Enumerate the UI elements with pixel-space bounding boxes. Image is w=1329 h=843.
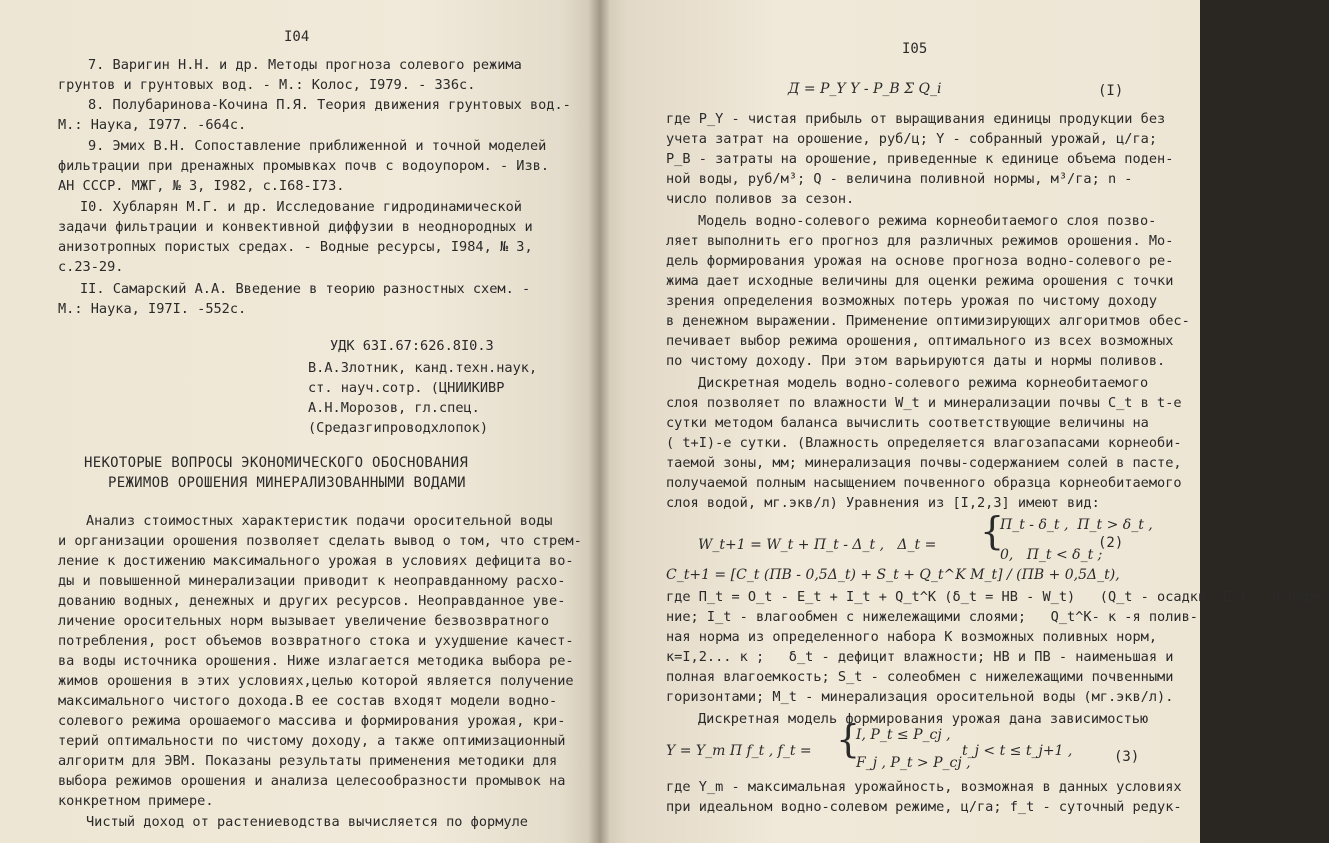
author-line: В.А.Злотник, канд.техн.наук,	[308, 360, 538, 376]
author-line: (Средазгипроводхлопок)	[308, 420, 489, 436]
left-page	[0, 0, 598, 843]
body-line: жимов орошения в этих условиях,целью которой является получение	[58, 673, 574, 689]
reference-line: с.23-29.	[58, 259, 124, 275]
equation-number: (3)	[1114, 749, 1140, 765]
reference-line: 8. Полубаринова-Кочина П.Я. Теория движения грунтовых вод.-	[88, 97, 571, 113]
text-line: слоя позволяет по влажности W_t и минерализации почвы C_t в t-е	[666, 395, 1182, 411]
equation-3-left: Y = Y_m Π f_t , f_t =	[666, 743, 812, 759]
equation-2-top: W_t+1 = W_t + П_t - Δ_t , Δ_t =	[698, 537, 937, 553]
text-line: ная норма из определенного набора К возможных поливных норм,	[666, 629, 1158, 645]
text-line: где P_Y - чистая прибыль от выращивания единицы продукции без	[666, 111, 1166, 127]
reference-line: грунтов и грунтовых вод. - М.: Колос, I979. - 336с.	[58, 77, 476, 93]
reference-line: 7. Варигин Н.Н. и др. Методы прогноза солевого режима	[88, 57, 522, 73]
author-line: А.Н.Морозов, гл.спец.	[308, 400, 480, 416]
text-line: полная влагоемкость; S_t - солеобмен с нижележащими почвенными	[666, 669, 1174, 685]
reference-line: 9. Эмих В.Н. Сопоставление приближенной и точной моделей	[88, 138, 547, 154]
text-line: дель формирования урожая на основе прогноза водно-солевого ре-	[666, 253, 1174, 269]
text-line: ( t+I)-е сутки. (Влажность определяется влагозапасами корнеоби-	[666, 435, 1182, 451]
text-line: ляет выполнить его прогноз для различных режимов орошения. Мо-	[666, 233, 1174, 249]
body-line: ление к достижению максимального урожая в условиях дефицита во-	[58, 553, 574, 569]
text-line: к=I,2... к ; δ_t - дефицит влажности; НВ и ПВ - наименьшая и	[666, 649, 1174, 665]
book-gutter	[588, 0, 610, 843]
body-line: максимального чистого дохода.В ее состав входят модели водно-	[58, 693, 558, 709]
udk-code: УДК 63I.67:626.8I0.3	[330, 338, 494, 354]
text-line: ной воды, руб/м³; Q - величина поливной нормы, м³/га; n -	[666, 171, 1133, 187]
right-page	[598, 0, 1329, 843]
body-line: терий оптимальности по чистому доходу, а также оптимизационный	[58, 733, 566, 749]
brace-icon: {	[980, 509, 1005, 553]
body-line: солевого режима орошаемого массива и формирования урожая, кри-	[58, 713, 566, 729]
text-line: ние; I_t - влагообмен с нижележащими слоями; Q_t^K- к -я полив-	[666, 609, 1198, 625]
article-title-line: РЕЖИМОВ ОРОШЕНИЯ МИНЕРАЛИЗОВАННЫМИ ВОДАМИ	[108, 475, 466, 491]
reference-line: задачи фильтрации и конвективной диффузии в неоднородных и	[58, 219, 533, 235]
text-line: горизонтами; M_t - минерализация оросительной воды (мг.экв/л).	[666, 689, 1174, 705]
body-line: потребления, рост объемов возвратного стока и ухудшение качест-	[58, 633, 574, 649]
reference-line: АН СССР. МЖГ, № 3, I982, с.I68-I73.	[58, 178, 345, 194]
text-line: где Y_m - максимальная урожайность, возможная в данных условиях	[666, 779, 1182, 795]
equation-number: (I)	[1098, 83, 1124, 99]
text-line: Дискретная модель водно-солевого режима корнеобитаемого	[698, 375, 1149, 391]
body-line: Анализ стоимостных характеристик подачи оросительной воды	[86, 513, 553, 529]
text-line: жима дает исходные величины для оценки режима орошения с точки	[666, 273, 1174, 289]
body-line: выбора режимов орошения и анализа целесообразности промывок на	[58, 773, 566, 789]
text-line: при идеальном водно-солевом режиме, ц/га; f_t - суточный редук-	[666, 799, 1182, 815]
reference-line: II. Самарский А.А. Введение в теорию разностных схем. -	[80, 281, 531, 297]
text-line: где П_t = О_t - E_t + I_t + Q_t^K (δ_t = НВ - W_t) (Q_t - осадки; E_t - испаре-	[666, 589, 1329, 605]
body-line: Чистый доход от растениеводства вычисляется по формуле	[86, 814, 528, 830]
body-line: алгоритм для ЭВМ. Показаны результаты применения методики для	[58, 753, 558, 769]
page-number: I05	[902, 41, 928, 57]
body-line: и организации орошения позволяет сделать вывод о том, что стрем-	[58, 533, 582, 549]
reference-line: М.: Наука, I977. -664с.	[58, 117, 247, 133]
reference-line: фильтрации при дренажных промывках почв с водоупором. - Изв.	[58, 158, 550, 174]
equation-3-case-2: F_j , P_t > P_cj ,	[856, 755, 971, 771]
reference-line: анизотропных пористых средах. - Водные ресурсы, I984, № 3,	[58, 239, 533, 255]
body-line: ды и повышенной минерализации приводит к неоправданному расхо-	[58, 573, 566, 589]
body-line: ва воды источника орошения. Ниже излагается методика выбора ре-	[58, 653, 574, 669]
text-line: P_В - затраты на орошение, приведенные к единице объема поден-	[666, 151, 1174, 167]
article-title-line: НЕКОТОРЫЕ ВОПРОСЫ ЭКОНОМИЧЕСКОГО ОБОСНОВАНИЯ	[84, 455, 469, 471]
brace-icon: {	[836, 717, 861, 761]
equation-2-bottom: C_t+1 = [C_t (ПВ - 0,5Δ_t) + S_t + Q_t^K M_t] / (ПВ + 0,5Δ_t),	[666, 567, 1120, 583]
text-line: учета затрат на орошение, руб/ц; Y - собранный урожай, ц/га;	[666, 131, 1158, 147]
text-line: Дискретная модель формирования урожая дана зависимостью	[698, 711, 1149, 727]
equation-2-case-1: П_t - δ_t , П_t > δ_t ,	[1000, 517, 1153, 533]
text-line: таемой зоны, мм; минерализация почвы-содержанием солей в пасте,	[666, 455, 1182, 471]
equation-2-case-2: 0, П_t < δ_t ;	[1000, 547, 1103, 563]
equation-3-condition: t_j < t ≤ t_j+1 ,	[962, 743, 1073, 759]
body-line: конкретном примере.	[58, 793, 214, 809]
text-line: по чистому доходу. При этом варьируются даты и нормы поливов.	[666, 353, 1166, 369]
text-line: в денежном выражении. Применение оптимизирующих алгоритмов обес-	[666, 313, 1190, 329]
text-line: получаемой полным насыщением почвенного образца корнеобитаемого	[666, 475, 1182, 491]
equation-3-case-1: I, P_t ≤ P_cj ,	[856, 727, 951, 743]
equation-1: Д = P_Y Y - P_В Σ Q_i	[788, 81, 942, 97]
author-line: ст. науч.сотр. (ЦНИИКИВР	[308, 380, 505, 396]
body-line: личение оросительных норм вызывает увеличение безвозвратного	[58, 613, 550, 629]
body-line: дованию водных, денежных и других ресурсов. Неоправданное уве-	[58, 593, 566, 609]
equation-number: (2)	[1098, 535, 1124, 551]
text-line: Модель водно-солевого режима корнеобитаемого слоя позво-	[698, 213, 1157, 229]
text-line: число поливов за сезон.	[666, 191, 855, 207]
reference-line: I0. Хубларян М.Г. и др. Исследование гидродинамической	[80, 199, 522, 215]
text-line: печивает выбор режима орошения, оптимального из всех возможных	[666, 333, 1174, 349]
text-line: сутки методом баланса вычислить соответствующие величины на	[666, 415, 1149, 431]
text-line: слоя водой, мг.экв/л) Уравнения из [I,2,3] имеют вид:	[666, 495, 1100, 511]
page-number: I04	[284, 29, 310, 45]
reference-line: М.: Наука, I97I. -552с.	[58, 301, 247, 317]
text-line: зрения определения возможных потерь урожая по чистому доходу	[666, 293, 1158, 309]
